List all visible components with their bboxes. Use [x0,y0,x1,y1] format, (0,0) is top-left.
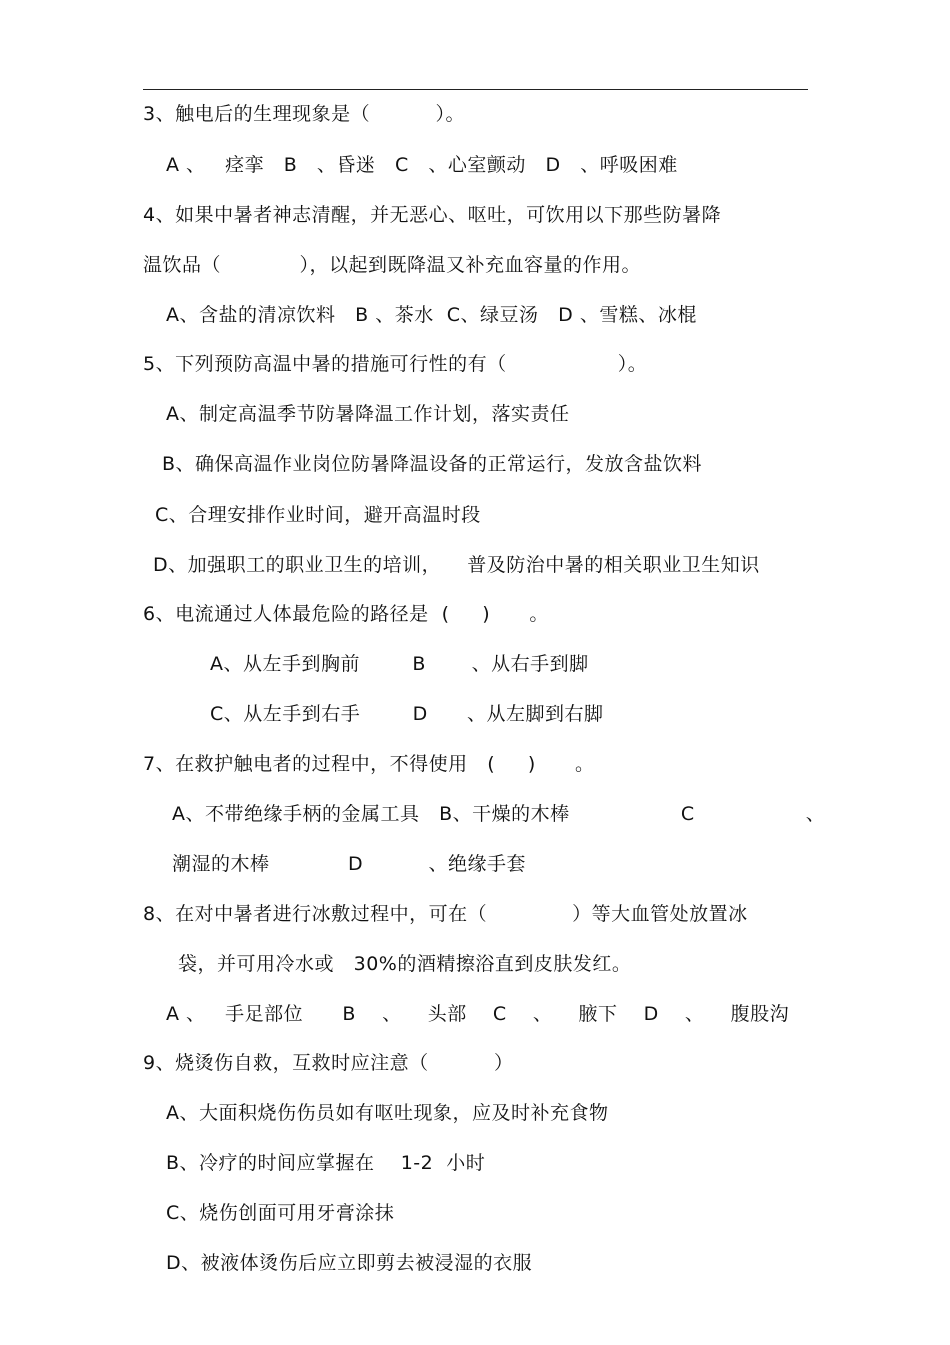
question-3-options: A 、 痉挛 B 、昏迷 C 、心室颤动 D 、呼吸困难 [166,154,678,176]
question-5-option-a: A、制定高温季节防暑降温工作计划，落实责任 [166,403,570,425]
question-9-option-d: D、被液体烫伤后应立即剪去被浸湿的衣服 [166,1252,533,1274]
question-7: 7、在救护触电者的过程中，不得使用 ( ) 。 [143,753,595,775]
question-6: 6、电流通过人体最危险的路径是 ( ) 。 [143,603,549,625]
question-5: 5、下列预防高温中暑的措施可行性的有（ ）。 [143,353,648,375]
question-7-options-cd: 潮湿的木棒 D 、绝缘手套 [172,853,527,875]
question-4-options: A、含盐的清凉饮料 B 、茶水 C、绿豆汤 D 、雪糕、冰棍 [166,304,697,326]
question-9-option-c: C、烧伤创面可用牙膏涂抹 [166,1202,395,1224]
question-8-line-1: 8、在对中暑者进行冰敷过程中，可在（ ）等大血管处放置冰 [143,903,748,925]
question-9: 9、烧烫伤自救，互救时应注意（ ） [143,1052,514,1074]
question-7-options-abc: A、不带绝缘手柄的金属工具 B、干燥的木棒 C 、 [172,803,826,825]
question-8-line-2: 袋，并可用冷水或 30%的酒精擦浴直到皮肤发红。 [178,953,632,975]
question-3: 3、触电后的生理现象是（ ）。 [143,103,465,125]
header-rule [143,89,808,90]
question-4-line-2: 温饮品（ ），以起到既降温又补充血容量的作用。 [143,254,641,276]
question-8-options: A 、 手足部位 B 、 头部 C 、 腋下 D 、 腹股沟 [166,1003,790,1025]
question-4-line-1: 4、如果中暑者神志清醒，并无恶心、呕吐，可饮用以下那些防暑降 [143,204,722,226]
question-9-option-a: A、大面积烧伤伤员如有呕吐现象，应及时补充食物 [166,1102,609,1124]
question-9-option-b: B、冷疗的时间应掌握在 1-2 小时 [166,1152,486,1174]
question-5-option-d: D、加强职工的职业卫生的培训， 普及防治中暑的相关职业卫生知识 [153,554,760,576]
question-5-option-c: C、合理安排作业时间，避开高温时段 [155,504,481,526]
question-6-options-ab: A、从左手到胸前 B 、从右手到脚 [210,653,589,675]
question-6-options-cd: C、从左手到右手 D 、从左脚到右脚 [210,703,604,725]
question-5-option-b: B、确保高温作业岗位防暑降温设备的正常运行，发放含盐饮料 [162,453,703,475]
